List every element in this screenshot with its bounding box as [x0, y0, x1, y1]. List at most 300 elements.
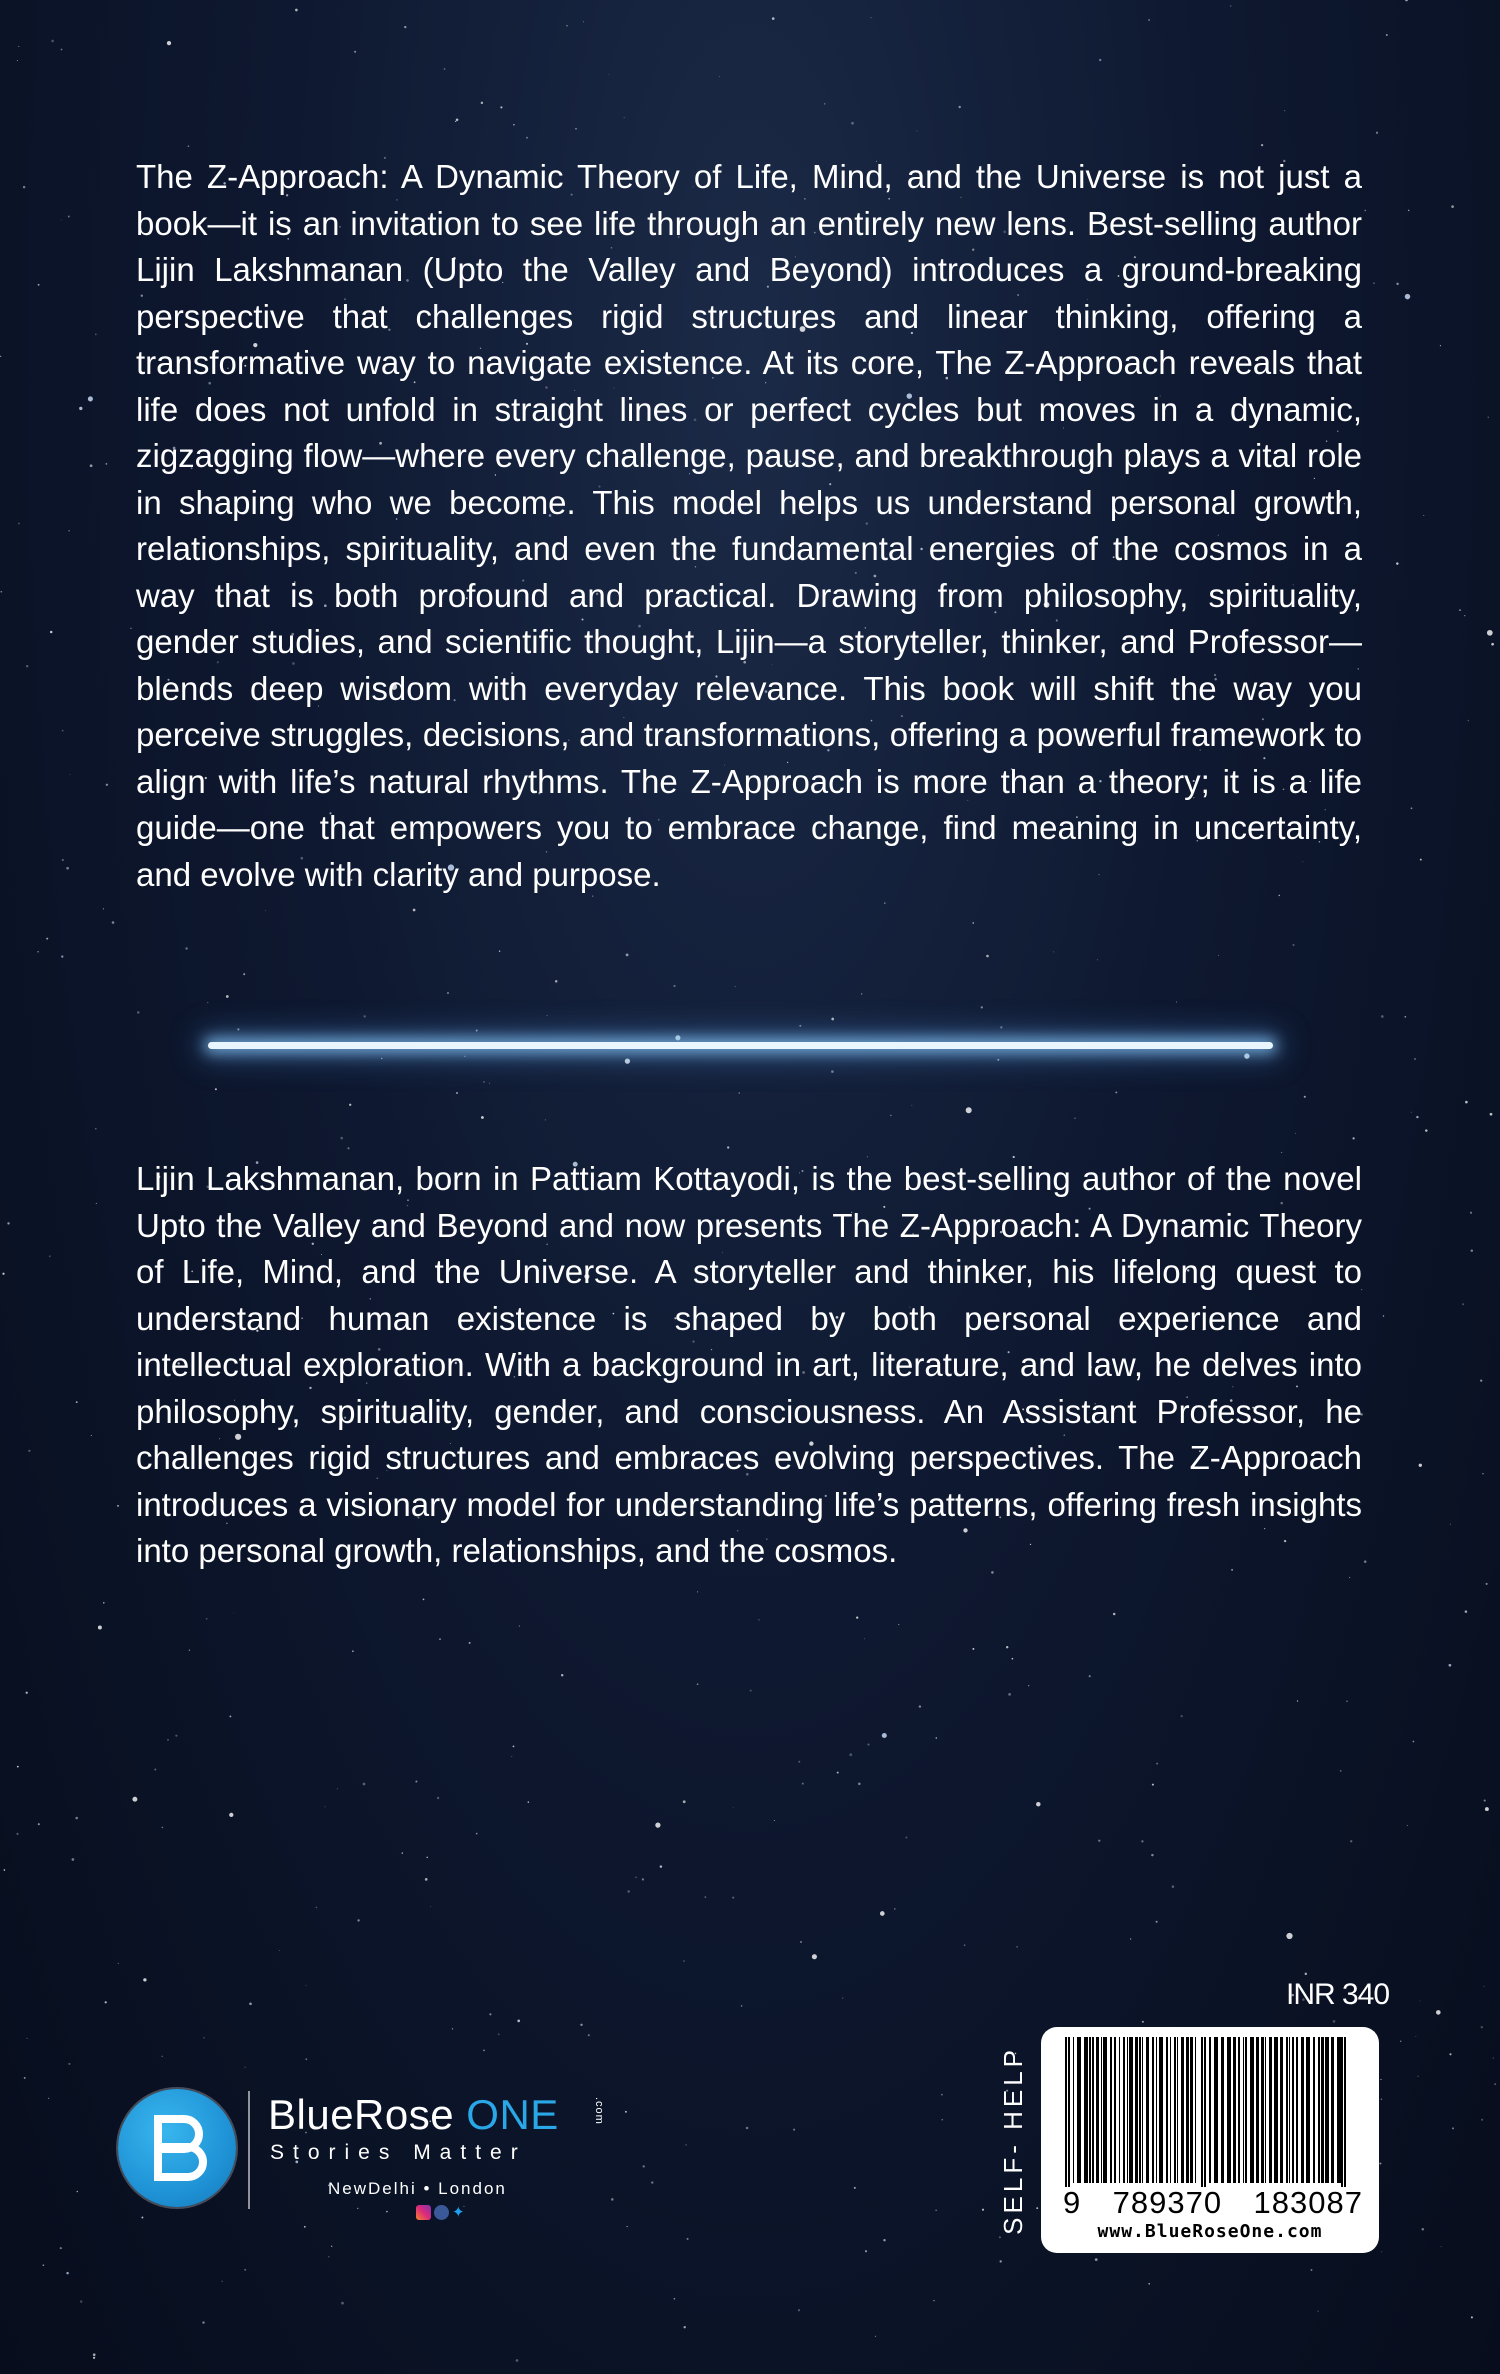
- star: [229, 1715, 231, 1717]
- star: [316, 1907, 318, 1909]
- barcode-bar: [1306, 2037, 1310, 2183]
- star: [1012, 1658, 1014, 1660]
- star: [1028, 1685, 1029, 1686]
- star: [1016, 1946, 1017, 1947]
- star: [162, 1827, 164, 1829]
- star: [1408, 210, 1410, 212]
- star: [758, 1619, 760, 1621]
- star: [103, 908, 104, 909]
- star: [942, 2119, 943, 2120]
- star: [233, 1612, 234, 1613]
- star: [1006, 1646, 1008, 1648]
- star: [861, 993, 862, 994]
- star: [941, 2094, 943, 2096]
- star: [28, 1450, 30, 1452]
- star: [481, 1116, 484, 1119]
- star: [24, 2077, 26, 2079]
- star: [746, 2127, 749, 2130]
- star: [295, 9, 298, 12]
- star: [1142, 2021, 1144, 2023]
- star: [1000, 2260, 1002, 2262]
- star: [981, 1006, 983, 1008]
- star: [735, 986, 736, 987]
- star: [4, 1869, 6, 1871]
- star: [566, 25, 567, 26]
- star: [364, 1015, 366, 1017]
- star: [1000, 1026, 1002, 1028]
- star: [1465, 1101, 1468, 1104]
- star: [858, 1782, 861, 1785]
- star: [43, 2264, 45, 2266]
- star: [245, 2067, 246, 2068]
- star: [68, 530, 69, 531]
- star: [95, 334, 97, 336]
- star: [202, 2321, 204, 2323]
- star: [880, 1911, 885, 1916]
- star: [772, 17, 775, 20]
- star: [1480, 1379, 1482, 1381]
- star: [95, 1128, 97, 1130]
- star: [1376, 132, 1378, 134]
- star: [185, 947, 187, 949]
- barcode-guard-bar: [1201, 2037, 1203, 2187]
- star: [793, 2129, 795, 2131]
- star: [651, 2181, 653, 2183]
- star: [1396, 562, 1398, 564]
- star: [627, 2226, 628, 2227]
- star: [831, 1018, 834, 1021]
- facebook-icon: [434, 2205, 449, 2220]
- star: [1286, 1933, 1292, 1939]
- star: [1417, 2076, 1418, 2077]
- star: [1449, 1664, 1452, 1667]
- star: [118, 1963, 119, 1964]
- barcode-bar: [1195, 2037, 1196, 2183]
- star: [1095, 2258, 1098, 2261]
- barcode-bar: [1103, 2037, 1107, 2183]
- star: [447, 992, 449, 994]
- barcode-bar: [1119, 2037, 1120, 2183]
- star: [1036, 2207, 1038, 2209]
- star: [75, 1817, 78, 1820]
- star: [635, 1877, 636, 1878]
- star: [244, 2269, 246, 2271]
- star: [642, 1878, 644, 1880]
- barcode-bar: [1337, 2037, 1341, 2183]
- star: [61, 955, 63, 957]
- star: [26, 665, 28, 667]
- star: [867, 1744, 869, 1746]
- star: [1218, 955, 1219, 956]
- star: [425, 1878, 428, 1881]
- star: [305, 2058, 307, 2060]
- star: [1407, 1825, 1408, 1826]
- star: [456, 1092, 458, 1094]
- star: [750, 1689, 752, 1691]
- star: [476, 1833, 478, 1835]
- star: [1416, 2036, 1417, 2037]
- star: [430, 1906, 431, 1907]
- star: [1436, 2010, 1441, 2015]
- star: [1148, 2283, 1150, 2285]
- barcode-bar: [1089, 2037, 1091, 2183]
- star: [687, 2238, 689, 2240]
- category-label: SELF- HELP: [998, 2046, 1028, 2235]
- star: [381, 1058, 382, 1059]
- barcode-bar: [1238, 2037, 1240, 2183]
- barcode-bar: [1084, 2037, 1088, 2183]
- star: [865, 2250, 867, 2252]
- barcode-bar: [1233, 2037, 1236, 2183]
- star: [837, 1772, 839, 1774]
- star: [1467, 720, 1469, 722]
- star: [130, 628, 131, 629]
- star: [798, 1761, 800, 1763]
- star: [16, 1833, 18, 1835]
- star: [1380, 2079, 1381, 2080]
- star: [1379, 2162, 1381, 2164]
- star: [675, 1035, 680, 1040]
- star: [1488, 417, 1489, 418]
- barcode-bar: [1142, 2037, 1143, 2183]
- star: [444, 68, 446, 70]
- star: [68, 2063, 70, 2065]
- star: [189, 1650, 190, 1651]
- star: [452, 2028, 453, 2029]
- barcode-bar: [1174, 2037, 1176, 2183]
- star: [1181, 1715, 1183, 1717]
- star: [1156, 1921, 1158, 1923]
- star: [685, 2144, 687, 2146]
- star: [17, 60, 18, 61]
- star: [799, 1025, 801, 1027]
- star: [1419, 2000, 1420, 2001]
- star: [304, 2226, 306, 2228]
- star: [1099, 59, 1101, 61]
- star: [528, 1801, 529, 1802]
- star: [883, 2239, 885, 2241]
- star: [674, 2298, 676, 2300]
- star: [500, 106, 502, 108]
- star: [0, 356, 1, 357]
- star: [26, 1692, 28, 1694]
- barcode-bar: [1110, 2037, 1112, 2183]
- star: [513, 1746, 515, 1748]
- barcode-bar: [1077, 2037, 1081, 2183]
- star: [363, 1783, 366, 1786]
- star: [511, 1756, 512, 1757]
- star: [1464, 615, 1465, 616]
- star: [851, 122, 854, 125]
- star: [1471, 2316, 1473, 2318]
- star: [402, 1852, 403, 1853]
- star: [27, 2038, 28, 2039]
- star: [583, 21, 584, 22]
- publisher-domain-suffix: .com: [593, 2097, 605, 2125]
- publisher-tagline: Stories Matter: [270, 2141, 527, 2164]
- star: [1053, 951, 1054, 952]
- star: [982, 2209, 984, 2211]
- star: [1151, 1854, 1153, 1856]
- star: [738, 1092, 740, 1094]
- star: [456, 118, 459, 121]
- star: [683, 1800, 686, 1803]
- isbn-digit-group: 9: [1063, 2185, 1082, 2220]
- star: [23, 186, 25, 188]
- publisher-logo-icon: [118, 2089, 236, 2207]
- star: [1295, 1133, 1296, 1134]
- barcode-bar: [1274, 2037, 1278, 2183]
- isbn-digit-group: 789370: [1112, 2185, 1223, 2220]
- star: [1482, 1473, 1483, 1474]
- star: [1148, 19, 1150, 21]
- star: [80, 2300, 82, 2302]
- barcode-bar: [1073, 2037, 1074, 2183]
- instagram-icon: [416, 2205, 431, 2220]
- star: [105, 2001, 107, 2003]
- star: [555, 980, 558, 983]
- barcode-bar: [1123, 2037, 1125, 2183]
- star: [882, 1733, 887, 1738]
- star: [642, 2165, 644, 2167]
- star: [207, 1002, 209, 1004]
- barcode-guard-bar: [1204, 2037, 1206, 2187]
- star: [154, 1768, 156, 1770]
- barcode-bar: [1250, 2037, 1254, 2183]
- star: [132, 1797, 137, 1802]
- glowing-divider: [208, 1042, 1273, 1049]
- publisher-cities: NewDelhi • London: [328, 2179, 507, 2198]
- star: [1304, 1096, 1306, 1098]
- star: [741, 2005, 743, 2007]
- publisher-name: [268, 2091, 559, 2139]
- star: [17, 1766, 19, 1768]
- star: [608, 74, 609, 75]
- barcode-guard-bar: [1341, 2037, 1343, 2187]
- star: [625, 1058, 630, 1063]
- star: [864, 1638, 865, 1639]
- star: [167, 1739, 168, 1740]
- star: [1317, 2311, 1318, 2312]
- star: [105, 463, 107, 465]
- star: [1440, 345, 1441, 346]
- star: [561, 1674, 563, 1676]
- star: [46, 938, 48, 940]
- barcode-bar: [1214, 2037, 1218, 2183]
- star: [1292, 944, 1294, 946]
- star: [137, 1011, 140, 1014]
- barcode-bar: [1139, 2037, 1141, 2183]
- star: [986, 955, 989, 958]
- star: [1481, 2026, 1483, 2028]
- star: [800, 1941, 802, 1943]
- star: [870, 17, 871, 18]
- star: [1305, 1973, 1307, 1975]
- star: [354, 51, 356, 53]
- star: [1353, 1137, 1355, 1139]
- barcode-bar: [1321, 2037, 1324, 2183]
- star: [1487, 630, 1493, 636]
- star: [1420, 859, 1422, 861]
- barcode-bar: [1227, 2037, 1231, 2183]
- star: [340, 1137, 343, 1140]
- star: [1365, 210, 1366, 211]
- star: [61, 220, 62, 221]
- star: [1261, 144, 1263, 146]
- star: [917, 131, 918, 132]
- star: [349, 1104, 351, 1106]
- star: [580, 2024, 582, 2026]
- barcode-bar: [1127, 2037, 1128, 2183]
- star: [683, 1960, 685, 1962]
- star: [38, 284, 40, 286]
- star: [1381, 2099, 1382, 2100]
- barcode-bar: [1296, 2037, 1298, 2183]
- star: [966, 1107, 972, 1113]
- star: [972, 922, 974, 924]
- barcode-bar: [1301, 2037, 1304, 2183]
- barcode-bar: [1152, 2037, 1154, 2183]
- publisher-website: www.BlueRoseOne.com: [1097, 2221, 1323, 2242]
- star: [919, 1705, 921, 1707]
- star: [1311, 2269, 1313, 2271]
- star: [588, 2034, 590, 2036]
- star: [999, 2236, 1001, 2238]
- star: [1281, 1152, 1282, 1153]
- star: [324, 1806, 325, 1807]
- star: [727, 1146, 729, 1148]
- social-icons: [416, 2205, 468, 2220]
- star: [516, 2359, 519, 2362]
- star: [1411, 1112, 1412, 1113]
- star: [72, 1858, 75, 1861]
- barcode-bars: [1051, 2037, 1369, 2187]
- barcode-bar: [1181, 2037, 1184, 2183]
- star: [933, 2300, 934, 2301]
- star: [911, 1105, 912, 1106]
- star: [1364, 1560, 1367, 1563]
- barcode-bar: [1129, 2037, 1133, 2183]
- star: [798, 2309, 800, 2311]
- barcode-bar: [1159, 2037, 1163, 2183]
- star: [7, 1222, 9, 1224]
- star: [1115, 1091, 1117, 1093]
- price-label: INR 340: [1286, 1978, 1390, 2011]
- star: [352, 1650, 354, 1652]
- star: [673, 985, 675, 987]
- star: [1452, 2127, 1454, 2129]
- star: [489, 1083, 490, 1084]
- star: [684, 2326, 686, 2328]
- star: [70, 774, 71, 775]
- star: [1413, 1741, 1415, 1743]
- star: [854, 2187, 856, 2189]
- star: [66, 2272, 69, 2275]
- star: [455, 121, 456, 122]
- star: [203, 2037, 205, 2039]
- star: [1465, 1610, 1468, 1613]
- star: [18, 522, 20, 524]
- isbn-digits: [1063, 2185, 1363, 2221]
- star: [279, 1950, 280, 1951]
- star: [481, 102, 483, 104]
- barcode-bar: [1261, 2037, 1264, 2183]
- star: [437, 1797, 439, 1799]
- star: [464, 1056, 465, 1057]
- star: [1471, 1249, 1473, 1251]
- star: [1451, 205, 1454, 208]
- star: [93, 2357, 95, 2359]
- star: [905, 1836, 907, 1838]
- star: [1141, 1840, 1143, 1842]
- barcode-bar: [1170, 2037, 1171, 2183]
- star: [1113, 1613, 1116, 1616]
- star: [38, 1823, 40, 1825]
- star: [812, 1954, 817, 1959]
- star: [1008, 1693, 1011, 1696]
- star: [476, 1030, 478, 1032]
- author-bio: Lijin Lakshmanan, born in Pattiam Kottayodi, is the best-selling author of the novel Upto the Valley and Beyond and now presents The Z-Approach: A Dynamic Theory of Life, Mind, and the Universe. A storyteller and thinker, his lifelong quest to understand human existence is shaped by both personal experience and intellectual exploration. With a background in art, literature, and law, he delves into philosophy, spirituality, gender, and consciousness. An Assistant Professor, he challenges rigid structures and embraces evolving perspectives. The Z-Approach introduces a visionary model for understanding life’s patterns, offering fresh insights into personal growth, relationships, and the cosmos.: [136, 1160, 1362, 1569]
- star: [545, 1119, 546, 1120]
- star: [997, 1059, 999, 1061]
- star: [237, 1028, 239, 1030]
- star: [331, 2246, 332, 2247]
- star: [824, 103, 825, 104]
- star: [1425, 1129, 1427, 1131]
- star: [337, 1788, 338, 1789]
- star: [935, 2210, 936, 2211]
- star: [60, 2247, 62, 2249]
- star: [1098, 1840, 1100, 1842]
- barcode-bar: [1325, 2037, 1329, 2183]
- star: [1462, 1303, 1464, 1305]
- star: [1485, 1807, 1489, 1811]
- barcode-bar: [1289, 2037, 1290, 2183]
- star: [77, 2191, 79, 2193]
- barcode-bar: [1146, 2037, 1149, 2183]
- barcode-bar: [1221, 2037, 1224, 2183]
- star: [1484, 1800, 1486, 1802]
- isbn-barcode: [1041, 2027, 1379, 2253]
- star: [112, 921, 115, 924]
- star: [898, 1624, 899, 1625]
- barcode-bar: [1166, 2037, 1168, 2183]
- star: [1416, 1116, 1418, 1118]
- star: [894, 1908, 896, 1910]
- barcode-guard-bar: [1344, 2037, 1346, 2187]
- star: [49, 1255, 51, 1257]
- star: [1349, 1577, 1350, 1578]
- star: [1470, 1212, 1472, 1214]
- star: [1396, 283, 1398, 285]
- star: [1381, 1015, 1384, 1018]
- star: [1152, 1784, 1154, 1786]
- star: [499, 951, 500, 952]
- star: [426, 1857, 427, 1858]
- star: [423, 1599, 425, 1601]
- barcode-bar: [1156, 2037, 1157, 2183]
- star: [1089, 1675, 1091, 1677]
- star: [733, 1807, 734, 1808]
- barcode-bar: [1286, 2037, 1288, 2183]
- star: [1483, 1986, 1484, 1987]
- star: [226, 995, 229, 998]
- star: [1481, 2119, 1483, 2121]
- barcode-bar: [1331, 2037, 1334, 2183]
- barcode-bar: [1265, 2037, 1266, 2183]
- star: [517, 2020, 520, 2023]
- star: [305, 1985, 306, 1986]
